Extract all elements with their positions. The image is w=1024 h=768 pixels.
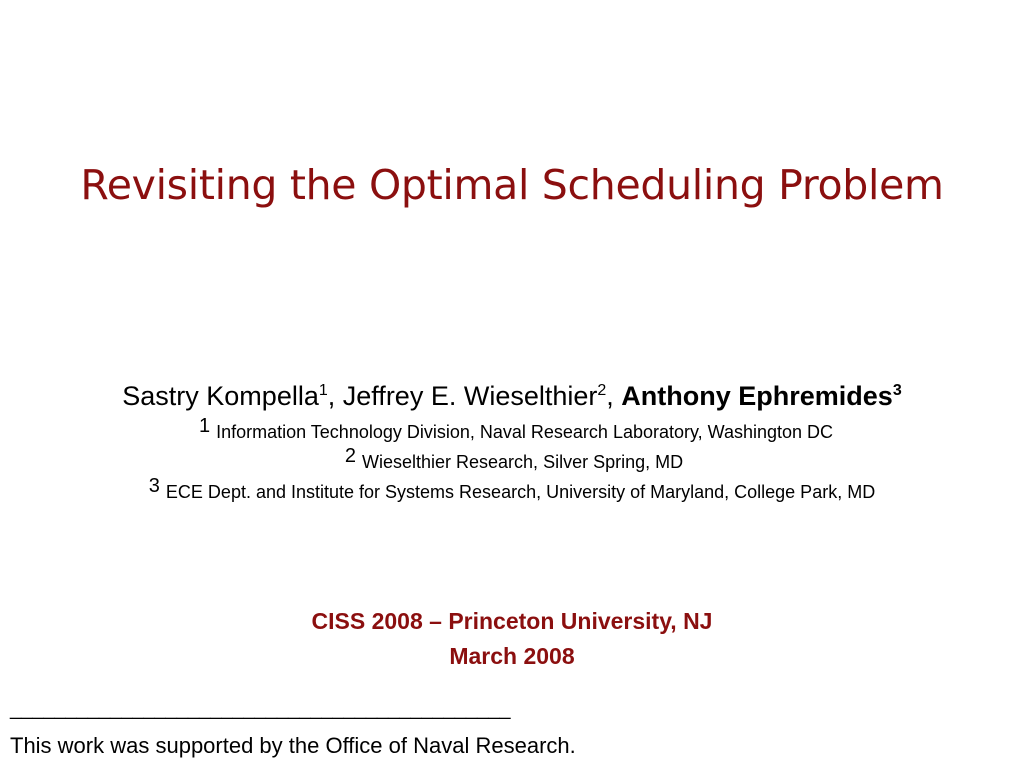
- affiliation-text: Wieselthier Research, Silver Spring, MD: [362, 452, 684, 472]
- affiliation-number: 3: [148, 475, 160, 497]
- author-name: Sastry Kompella: [122, 381, 319, 411]
- affiliation-text: ECE Dept. and Institute for Systems Research, University of Maryland, College Park, MD: [165, 482, 876, 502]
- affiliation-text: Information Technology Division, Naval Research Laboratory, Washington DC: [216, 422, 834, 442]
- author-name: Anthony Ephremides: [621, 381, 893, 411]
- author-separator: ,: [327, 381, 343, 411]
- affiliation-number: 2: [344, 445, 356, 467]
- affiliation-line: [2, 445, 1024, 476]
- author-name: Jeffrey E. Wieselthier: [342, 381, 598, 411]
- conference-date: March 2008: [449, 643, 575, 669]
- author-affiliation-marker: 1: [318, 382, 328, 399]
- author-separator: ,: [606, 381, 622, 411]
- footnote-divider: _____________________________________________: [10, 698, 511, 720]
- presenting-author-name: [621, 381, 901, 411]
- author-list: [0, 376, 1024, 416]
- affiliation-number: 1: [198, 415, 211, 437]
- author-affiliation-marker: 2: [597, 382, 607, 399]
- slide-title: Revisiting the Optimal Scheduling Problem: [80, 161, 944, 209]
- affiliation-line: [0, 475, 1024, 506]
- author-affiliation-marker: 3: [892, 382, 902, 399]
- funding-footnote: This work was supported by the Office of Naval Research.: [10, 733, 576, 758]
- conference-venue: CISS 2008 – Princeton University, NJ: [311, 608, 713, 634]
- affiliation-line: [4, 415, 1024, 446]
